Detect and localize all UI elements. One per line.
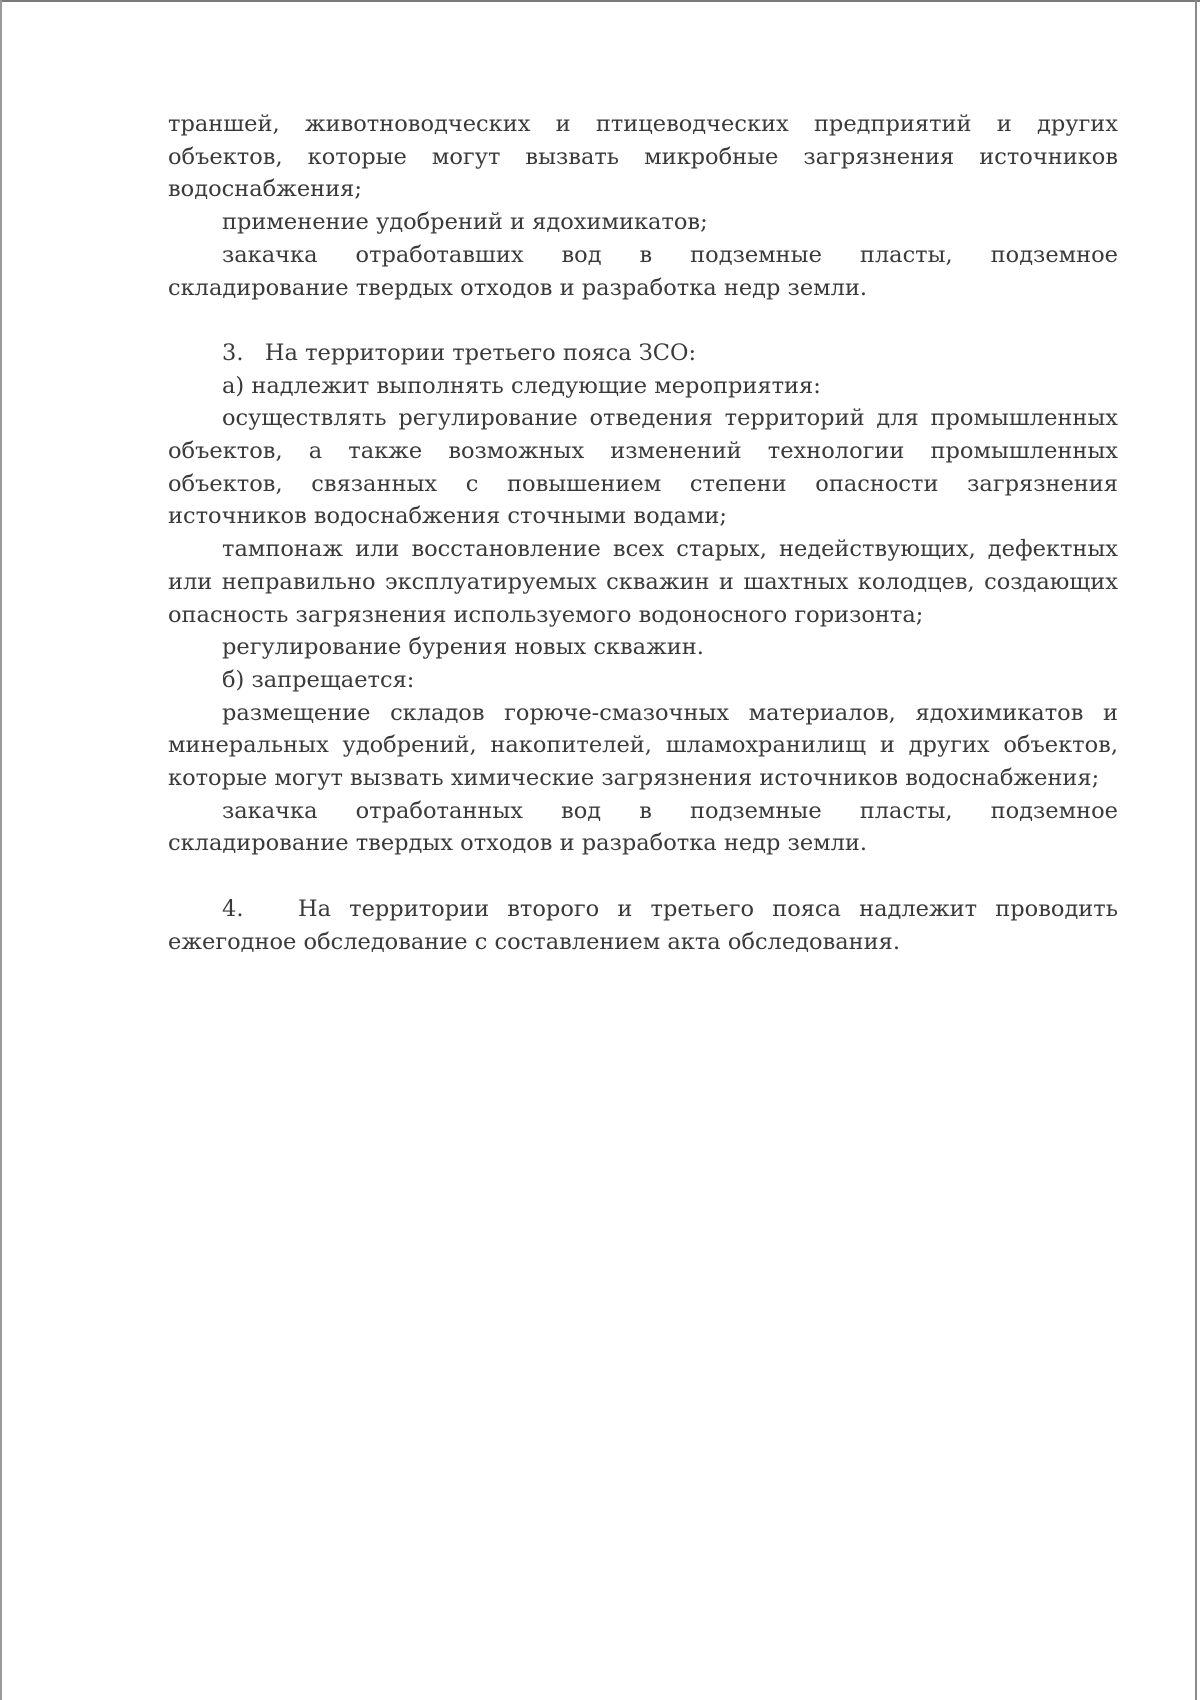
paragraph-regulation: осуществлять регулирование отведения территорий для промышленных объектов, а также возможных изменений технологии промышленных объектов, связанных с повышением степени опасности загрязнения источников водоснабжения сточными водами; xyxy=(168,405,1118,530)
scan-edge-top xyxy=(0,0,1200,2)
paragraph-gap xyxy=(168,304,1118,337)
paragraph-injection-2: закачка отработанных вод в подземные пласты, подземное складирование твердых отходов и разработка недр земли. xyxy=(168,797,1118,857)
section-3-heading: 3. На территории третьего пояса ЗСО: xyxy=(222,339,697,366)
section-4-paragraph: 4. На территории второго и третьего пояса надлежит проводить ежегодное обследование с составлением акта обследования. xyxy=(168,895,1118,955)
document-body xyxy=(168,108,1118,958)
paragraph-storage: размещение складов горюче-смазочных материалов, ядохимикатов и минеральных удобрений, накопителей, шламохранилищ и других объектов, которые могут вызвать химические загрязнения источников водоснабжения; xyxy=(168,699,1118,792)
paragraph-plugging: тампонаж или восстановление всех старых, недействующих, дефектных или неправильно эксплуатируемых скважин и шахтных колодцев, создающих опасность загрязнения используемого водоносного горизонта; xyxy=(168,536,1118,628)
subsection-a-heading: а) надлежит выполнять следующие мероприятия: xyxy=(222,372,821,399)
paragraph-injection: закачка отработавших вод в подземные пласты, подземное складирование твердых отходов и разработка недр земли. xyxy=(168,241,1118,301)
paragraph-continuation: траншей, животноводческих и птицеводческих предприятий и других объектов, которые могут вызвать микробные загрязнения источников водоснабжения; xyxy=(168,111,1118,203)
paragraph-fertilizers: применение удобрений и ядохимикатов; xyxy=(222,209,708,236)
paragraph-gap xyxy=(168,860,1118,893)
paragraph-drilling: регулирование бурения новых скважин. xyxy=(222,634,704,661)
subsection-b-heading: б) запрещается: xyxy=(222,666,415,693)
scan-edge-left xyxy=(0,0,2,1700)
scan-edge-right xyxy=(1195,0,1197,1700)
